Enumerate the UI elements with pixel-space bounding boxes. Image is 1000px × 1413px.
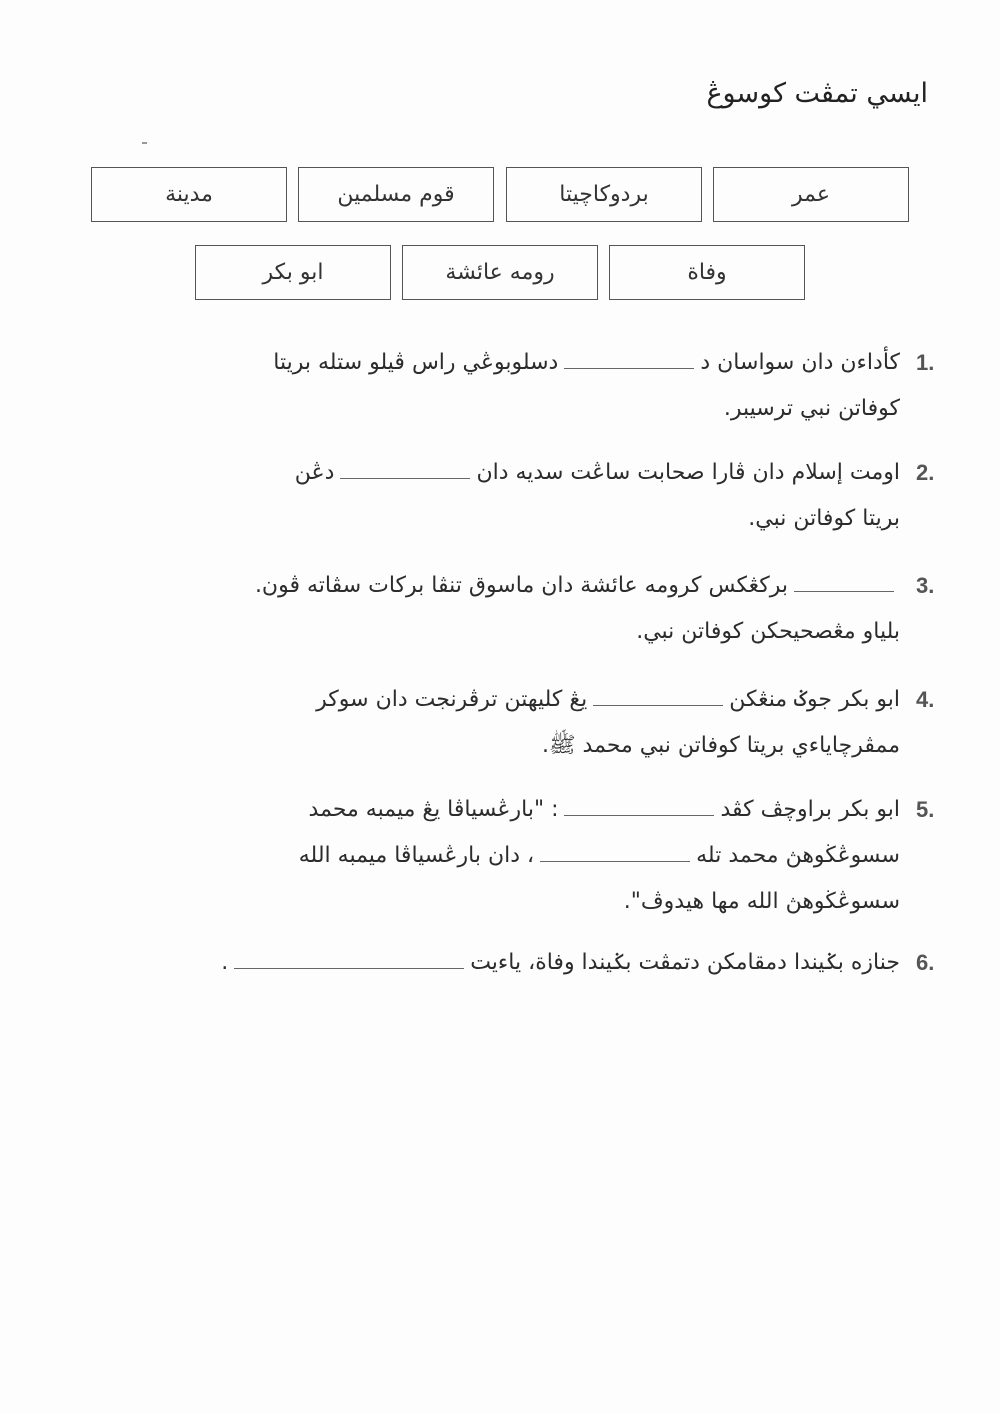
question-6 [120, 940, 935, 986]
question-text: اومت إسلام دان ڤارا صحابت ساڠت سديه دان [476, 460, 900, 485]
word-bank-label: قوم مسلمين [337, 182, 455, 207]
question-line [120, 340, 900, 386]
question-text: يڠ كليهتن ترڤرنجت دان سوكر [316, 687, 588, 712]
question-text: ، دان بارڠسياڤا ميمبه الله [298, 843, 535, 868]
question-4 [120, 677, 935, 769]
question-line: بريتا كوفاتن نبي. [748, 506, 900, 531]
question-line [120, 833, 900, 879]
question-number: 1. [916, 350, 935, 375]
question-1 [120, 340, 935, 432]
word-bank-box-umar [713, 167, 909, 222]
word-bank-label: بردوكاچيتا [559, 182, 649, 207]
question-5 [120, 787, 935, 925]
question-text: دسلوبوڠي راس ڤيلو ستله بريتا [273, 350, 559, 375]
word-bank-box-berdukacita [506, 167, 702, 222]
question-number: 4. [916, 687, 935, 712]
question-text: دڠن [294, 460, 335, 485]
answer-blank[interactable] [593, 691, 723, 706]
question-text: . [221, 950, 229, 975]
word-bank-label: رومه عائشة [445, 260, 555, 285]
answer-blank[interactable] [234, 954, 464, 969]
answer-blank[interactable] [794, 577, 894, 592]
question-text: جنازه بݢيندا دمقامكن دتمڤت بݢيندا وفاة، ياءيت [470, 950, 900, 975]
question-number: 6. [916, 950, 935, 975]
question-2 [120, 450, 935, 542]
word-bank-box-abu-bakar [195, 245, 391, 300]
word-bank-label: عمر [792, 182, 830, 207]
question-line [120, 563, 900, 609]
question-3 [120, 563, 935, 655]
question-line [120, 787, 900, 833]
question-text: سسوڠڬوهڽ محمد تله [696, 843, 900, 868]
word-bank-label: ابو بكر [262, 260, 324, 285]
worksheet-title: ايسي تمڤت كوسوڠ [706, 78, 928, 109]
question-number: 3. [916, 573, 935, 598]
word-bank-label: مدينة [165, 182, 213, 207]
question-line: سسوڠڬوهڽ الله مها هيدوڤ". [623, 889, 900, 914]
scan-speck [142, 142, 147, 144]
question-line [120, 940, 900, 986]
word-bank-box-madinah [91, 167, 287, 222]
answer-blank[interactable] [540, 847, 690, 862]
word-bank-label: وفاة [687, 260, 727, 285]
answer-blank[interactable] [564, 354, 694, 369]
question-text: بركڠكس كرومه عائشة دان ماسوق تنڤا بركات سڤاته ڤون. [254, 573, 788, 598]
question-text: : "بارڠسياڤا يڠ ميمبه محمد [308, 797, 559, 822]
question-number: 5. [916, 797, 935, 822]
question-text: ابو بكر براوچڤ كڤد [720, 797, 900, 822]
question-line: ممڤرچاياءي بريتا كوفاتن نبي محمد ﷺ. [541, 733, 900, 758]
question-line [120, 450, 900, 496]
word-bank-box-rumah-aisyah [402, 245, 598, 300]
question-text: ابو بكر جوݢ منڠكن [729, 687, 900, 712]
word-bank-box-wafat [609, 245, 805, 300]
answer-blank[interactable] [564, 801, 714, 816]
question-text: كأداءن دان سواسان د [700, 350, 900, 375]
question-number: 2. [916, 460, 935, 485]
question-line: بلياو مڠصحيحكن كوفاتن نبي. [636, 619, 900, 644]
question-line: كوفاتن نبي ترسيبر. [723, 396, 900, 421]
question-line [120, 677, 900, 723]
answer-blank[interactable] [340, 464, 470, 479]
word-bank-box-kaum-muslimin [298, 167, 494, 222]
